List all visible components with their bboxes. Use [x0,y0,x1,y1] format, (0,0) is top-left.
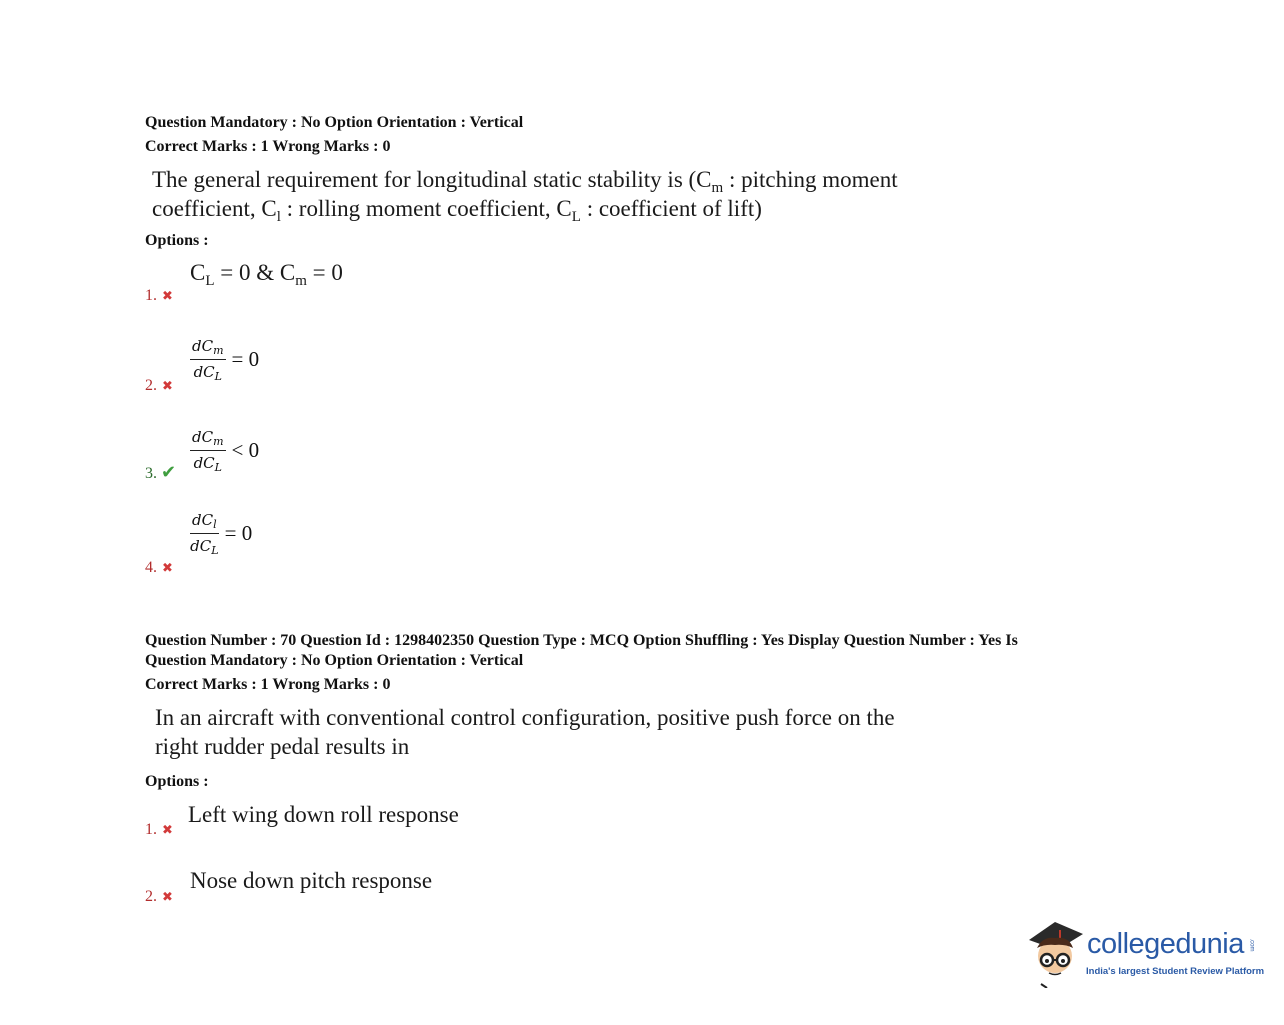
q1-option2-formula: $\frac{dC_m}{dC_L}$ = 0 [192,337,260,383]
correct-check-icon: ✔ [161,462,177,482]
q2-option2-text: Nose down pitch response [190,868,433,893]
q1-option4-formula: $\frac{dC_l}{dC_L}$ = 0 [190,511,253,557]
q1-option3-formula: $\frac{dC_m}{dC_L}$ < 0 [192,428,260,474]
q2-question-line1: In an aircraft with conventional control configuration, positive push force on the [155,705,895,730]
q1-question-line1: The general requirement for longitudinal static stability is ($C_m$ : pitching moment [152,167,898,196]
logo-com: .com [1248,938,1255,952]
q2-question-line2: right rudder pedal results in [155,734,410,759]
q1-meta-line1: Question Mandatory : No Option Orientation : Vertical [145,114,524,131]
collegedunia-logo [1025,918,1265,988]
wrong-cross-icon: ✖ [162,378,173,393]
q1-option1-number: 1. ✖ [145,287,173,304]
q2-meta-line2: Correct Marks : 1 Wrong Marks : 0 [145,676,391,693]
wrong-cross-icon: ✖ [162,560,173,575]
mascot-icon [1025,918,1087,988]
wrong-cross-icon: ✖ [162,889,173,904]
q1-options-label: Options : [145,232,209,249]
wrong-cross-icon: ✖ [162,822,173,837]
logo-name: collegedunia [1087,928,1244,960]
q1-option4-number: 4. ✖ [145,559,173,576]
q2-options-label: Options : [145,773,209,790]
logo-tagline: India's largest Student Review Platform [1086,966,1265,977]
q1-question-line2: coefficient, $C_l$ : rolling moment coefficient, $C_L$ : coefficient of lift) [152,196,762,225]
q2-option1-text: Left wing down roll response [188,802,459,827]
q1-meta-line2: Correct Marks : 1 Wrong Marks : 0 [145,138,391,155]
q2-option1-number: 1. ✖ [145,821,173,838]
wrong-cross-icon: ✖ [162,288,173,303]
q1-option1-text: $C_L = 0$ & $C_m = 0$ [190,260,343,289]
q2-meta-line0: Question Number : 70 Question Id : 1298402350 Question Type : MCQ Option Shuffling : Yes Display Question Number : Yes Is [145,632,1018,649]
q1-option3-number: 3. ✔ [145,462,177,482]
q2-option2-number: 2. ✖ [145,888,173,905]
q1-question-text [152,165,898,223]
q2-meta-line1: Question Mandatory : No Option Orientation : Vertical [145,652,524,669]
q2-question-text [155,703,895,761]
q1-option2-number: 2. ✖ [145,377,173,394]
